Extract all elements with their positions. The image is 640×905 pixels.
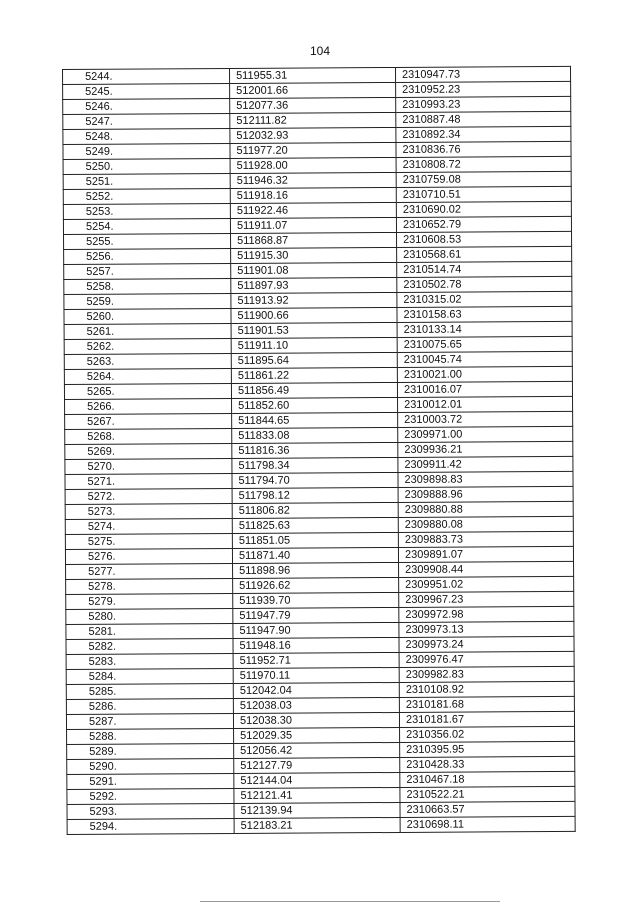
point-number-cell: 5278. <box>66 578 233 594</box>
point-number-cell: 5293. <box>67 803 234 819</box>
x-coordinate-cell: 511897.93 <box>231 277 397 293</box>
y-coordinate-cell: 2309883.73 <box>398 531 573 547</box>
y-coordinate-cell: 2310892.34 <box>396 126 571 142</box>
point-number-cell: 5270. <box>65 458 232 474</box>
y-coordinate-cell: 2309936.21 <box>398 441 573 457</box>
x-coordinate-cell: 512038.30 <box>233 712 399 728</box>
y-coordinate-cell: 2310522.21 <box>400 786 575 802</box>
point-number-cell: 5280. <box>66 608 233 624</box>
x-coordinate-cell: 512029.35 <box>234 727 400 743</box>
y-coordinate-cell: 2310021.00 <box>397 366 572 382</box>
y-coordinate-cell: 2309982.83 <box>399 666 574 682</box>
x-coordinate-cell: 512077.36 <box>230 97 396 113</box>
x-coordinate-cell: 512042.04 <box>233 682 399 698</box>
x-coordinate-cell: 512139.94 <box>234 802 400 818</box>
x-coordinate-cell: 511955.31 <box>229 67 395 83</box>
point-number-cell: 5282. <box>66 638 233 654</box>
point-number-cell: 5290. <box>67 758 234 774</box>
point-number-cell: 5281. <box>66 623 233 639</box>
point-number-cell: 5267. <box>65 413 232 429</box>
x-coordinate-cell: 511825.63 <box>232 517 398 533</box>
y-coordinate-cell: 2310608.53 <box>397 231 572 247</box>
bottom-divider <box>200 901 500 902</box>
x-coordinate-cell: 511852.60 <box>232 397 398 413</box>
x-coordinate-cell: 511856.49 <box>231 382 397 398</box>
x-coordinate-cell: 511922.46 <box>230 202 396 218</box>
y-coordinate-cell: 2310952.23 <box>396 81 571 97</box>
x-coordinate-cell: 511947.90 <box>233 622 399 638</box>
point-number-cell: 5284. <box>66 668 233 684</box>
coordinates-table <box>62 66 576 835</box>
x-coordinate-cell: 511939.70 <box>233 592 399 608</box>
x-coordinate-cell: 511948.16 <box>233 637 399 653</box>
x-coordinate-cell: 512111.82 <box>230 112 396 128</box>
y-coordinate-cell: 2310133.14 <box>397 321 572 337</box>
y-coordinate-cell: 2310075.65 <box>397 336 572 352</box>
y-coordinate-cell: 2310808.72 <box>396 156 571 172</box>
x-coordinate-cell: 511947.79 <box>233 607 399 623</box>
point-number-cell: 5289. <box>67 743 234 759</box>
y-coordinate-cell: 2310467.18 <box>400 771 575 787</box>
y-coordinate-cell: 2309891.07 <box>398 546 573 562</box>
point-number-cell: 5253. <box>63 203 230 219</box>
point-number-cell: 5288. <box>67 728 234 744</box>
point-number-cell: 5292. <box>67 788 234 804</box>
point-number-cell: 5255. <box>64 233 231 249</box>
y-coordinate-cell: 2310993.23 <box>396 96 571 112</box>
point-number-cell: 5252. <box>63 188 230 204</box>
x-coordinate-cell: 511901.53 <box>231 322 397 338</box>
point-number-cell: 5275. <box>65 533 232 549</box>
x-coordinate-cell: 511844.65 <box>232 412 398 428</box>
y-coordinate-cell: 2310502.78 <box>397 276 572 292</box>
y-coordinate-cell: 2309976.47 <box>399 651 574 667</box>
x-coordinate-cell: 511794.70 <box>232 472 398 488</box>
point-number-cell: 5266. <box>65 398 232 414</box>
x-coordinate-cell: 512127.79 <box>234 757 400 773</box>
x-coordinate-cell: 511901.08 <box>231 262 397 278</box>
y-coordinate-cell: 2310045.74 <box>397 351 572 367</box>
x-coordinate-cell: 511915.30 <box>231 247 397 263</box>
point-number-cell: 5272. <box>65 488 232 504</box>
point-number-cell: 5264. <box>64 368 231 384</box>
x-coordinate-cell: 512032.93 <box>230 127 396 143</box>
y-coordinate-cell: 2309971.00 <box>398 426 573 442</box>
point-number-cell: 5286. <box>66 698 233 714</box>
x-coordinate-cell: 512183.21 <box>234 817 400 833</box>
point-number-cell: 5291. <box>67 773 234 789</box>
point-number-cell: 5283. <box>66 653 233 669</box>
point-number-cell: 5268. <box>65 428 232 444</box>
y-coordinate-cell: 2309973.24 <box>399 636 574 652</box>
x-coordinate-cell: 511816.36 <box>232 442 398 458</box>
y-coordinate-cell: 2310181.68 <box>399 696 574 712</box>
y-coordinate-cell: 2310710.51 <box>396 186 571 202</box>
point-number-cell: 5265. <box>64 383 231 399</box>
y-coordinate-cell: 2310181.67 <box>399 711 574 727</box>
x-coordinate-cell: 511895.64 <box>231 352 397 368</box>
y-coordinate-cell: 2310356.02 <box>400 726 575 742</box>
x-coordinate-cell: 511868.87 <box>231 232 397 248</box>
page-number: 104 <box>309 44 331 58</box>
x-coordinate-cell: 511911.10 <box>231 337 397 353</box>
y-coordinate-cell: 2310003.72 <box>398 411 573 427</box>
point-number-cell: 5257. <box>64 263 231 279</box>
x-coordinate-cell: 511913.92 <box>231 292 397 308</box>
x-coordinate-cell: 511798.12 <box>232 487 398 503</box>
point-number-cell: 5258. <box>64 278 231 294</box>
y-coordinate-cell: 2310698.11 <box>400 816 575 832</box>
x-coordinate-cell: 511926.62 <box>233 577 399 593</box>
y-coordinate-cell: 2310428.33 <box>400 756 575 772</box>
x-coordinate-cell: 511833.08 <box>232 427 398 443</box>
point-number-cell: 5247. <box>63 113 230 129</box>
x-coordinate-cell: 512121.41 <box>234 787 400 803</box>
y-coordinate-cell: 2310108.92 <box>399 681 574 697</box>
point-number-cell: 5285. <box>66 683 233 699</box>
table-row <box>67 816 575 834</box>
point-number-cell: 5274. <box>65 518 232 534</box>
point-number-cell: 5248. <box>63 128 230 144</box>
y-coordinate-cell: 2309888.96 <box>398 486 573 502</box>
point-number-cell: 5279. <box>66 593 233 609</box>
y-coordinate-cell: 2309973.13 <box>399 621 574 637</box>
point-number-cell: 5256. <box>64 248 231 264</box>
point-number-cell: 5271. <box>65 473 232 489</box>
y-coordinate-cell: 2309880.88 <box>398 501 573 517</box>
y-coordinate-cell: 2309951.02 <box>399 576 574 592</box>
point-number-cell: 5273. <box>65 503 232 519</box>
point-number-cell: 5254. <box>63 218 230 234</box>
x-coordinate-cell: 511851.05 <box>232 532 398 548</box>
point-number-cell: 5261. <box>64 323 231 339</box>
y-coordinate-cell: 2310315.02 <box>397 291 572 307</box>
point-number-cell: 5245. <box>63 83 230 99</box>
x-coordinate-cell: 511928.00 <box>230 157 396 173</box>
x-coordinate-cell: 511911.07 <box>230 217 396 233</box>
y-coordinate-cell: 2310663.57 <box>400 801 575 817</box>
point-number-cell: 5260. <box>64 308 231 324</box>
point-number-cell: 5263. <box>64 353 231 369</box>
x-coordinate-cell: 512144.04 <box>234 772 400 788</box>
point-number-cell: 5250. <box>63 158 230 174</box>
x-coordinate-cell: 511970.11 <box>233 667 399 683</box>
x-coordinate-cell: 511900.66 <box>231 307 397 323</box>
point-number-cell: 5244. <box>63 68 230 84</box>
point-number-cell: 5269. <box>65 443 232 459</box>
point-number-cell: 5294. <box>67 818 234 834</box>
point-number-cell: 5287. <box>66 713 233 729</box>
x-coordinate-cell: 511977.20 <box>230 142 396 158</box>
x-coordinate-cell: 512056.42 <box>234 742 400 758</box>
y-coordinate-cell: 2309967.23 <box>399 591 574 607</box>
y-coordinate-cell: 2310759.08 <box>396 171 571 187</box>
point-number-cell: 5251. <box>63 173 230 189</box>
y-coordinate-cell: 2310652.79 <box>396 216 571 232</box>
x-coordinate-cell: 511861.22 <box>231 367 397 383</box>
y-coordinate-cell: 2310887.48 <box>396 111 571 127</box>
x-coordinate-cell: 511806.82 <box>232 502 398 518</box>
y-coordinate-cell: 2310016.07 <box>397 381 572 397</box>
y-coordinate-cell: 2309880.08 <box>398 516 573 532</box>
x-coordinate-cell: 512038.03 <box>233 697 399 713</box>
x-coordinate-cell: 511952.71 <box>233 652 399 668</box>
x-coordinate-cell: 511918.16 <box>230 187 396 203</box>
y-coordinate-cell: 2310947.73 <box>395 66 570 82</box>
y-coordinate-cell: 2309908.44 <box>399 561 574 577</box>
point-number-cell: 5259. <box>64 293 231 309</box>
y-coordinate-cell: 2309898.83 <box>398 471 573 487</box>
x-coordinate-cell: 511946.32 <box>230 172 396 188</box>
x-coordinate-cell: 511871.40 <box>232 547 398 563</box>
y-coordinate-cell: 2309972.98 <box>399 606 574 622</box>
y-coordinate-cell: 2310836.76 <box>396 141 571 157</box>
point-number-cell: 5276. <box>65 548 232 564</box>
point-number-cell: 5249. <box>63 143 230 159</box>
point-number-cell: 5262. <box>64 338 231 354</box>
y-coordinate-cell: 2310158.63 <box>397 306 572 322</box>
x-coordinate-cell: 511798.34 <box>232 457 398 473</box>
table-body <box>63 66 576 834</box>
point-number-cell: 5246. <box>63 98 230 114</box>
y-coordinate-cell: 2310514.74 <box>397 261 572 277</box>
x-coordinate-cell: 512001.66 <box>230 82 396 98</box>
x-coordinate-cell: 511898.96 <box>233 562 399 578</box>
y-coordinate-cell: 2310568.61 <box>397 246 572 262</box>
y-coordinate-cell: 2309911.42 <box>398 456 573 472</box>
y-coordinate-cell: 2310012.01 <box>398 396 573 412</box>
point-number-cell: 5277. <box>66 563 233 579</box>
y-coordinate-cell: 2310395.95 <box>400 741 575 757</box>
y-coordinate-cell: 2310690.02 <box>396 201 571 217</box>
